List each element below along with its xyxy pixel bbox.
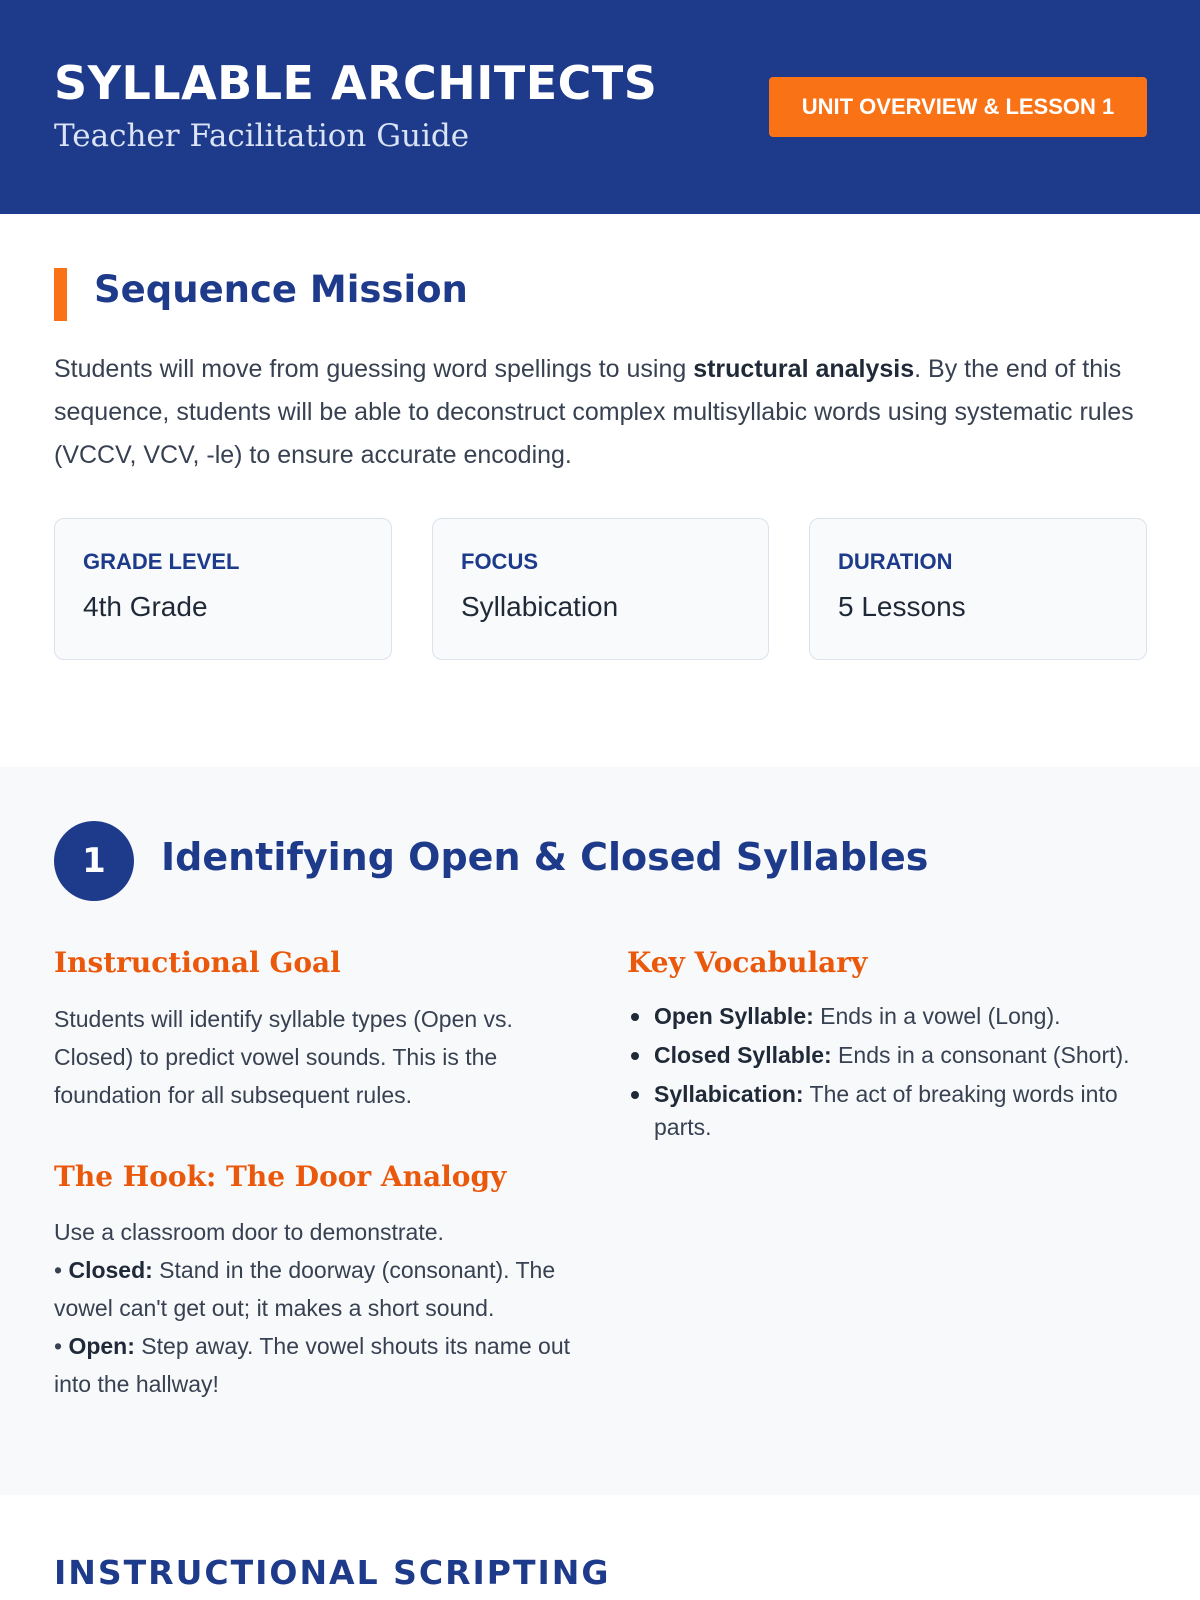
hook-intro: Use a classroom door to demonstrate. xyxy=(54,1219,444,1245)
lesson-title: Identifying Open & Closed Syllables xyxy=(161,835,929,879)
mission-heading: Sequence Mission xyxy=(94,268,468,311)
mission-text-part: Students will move from guessing word spellings to using xyxy=(54,355,694,383)
page-header xyxy=(0,0,1200,214)
card-value: 5 Lessons xyxy=(838,591,966,622)
card-label: FOCUS xyxy=(461,549,538,574)
card-value: 4th Grade xyxy=(83,591,208,622)
goal-heading: Instructional Goal xyxy=(54,946,341,979)
hook-open: • Open: Step away. The vowel shouts its name out into the hallway! xyxy=(54,1333,571,1397)
mission-text-emphasis: structural analysis xyxy=(693,355,915,383)
vocab-term: Syllabication: xyxy=(654,1081,804,1107)
goal-text: Students will identify syllable types (Open vs. Closed) to predict vowel sounds. This is the foundation for all subsequent rules. xyxy=(54,1006,513,1108)
info-card-focus xyxy=(432,518,769,660)
card-value: Syllabication xyxy=(461,591,619,622)
hook-closed-label: Closed: xyxy=(68,1257,153,1283)
vocab-heading: Key Vocabulary xyxy=(627,946,868,979)
vocab-item xyxy=(627,1000,1147,1033)
hook-closed: • Closed: Stand in the doorway (consonant). The vowel can't get out; it makes a short sound. xyxy=(54,1257,556,1321)
hook-open-text: Step away. The vowel shouts its name out into the hallway! xyxy=(54,1333,571,1397)
hook-open-label: Open: xyxy=(68,1333,135,1359)
mission-text-part: . By the end of this sequence, students will be able to deconstruct complex multisyllabic words using systematic rules (VCCV, VCV, -le) to ensure accurate encoding. xyxy=(54,355,1134,469)
document-subtitle: Teacher Facilitation Guide xyxy=(54,118,470,154)
info-card-grade xyxy=(54,518,392,660)
vocab-definition: The act of breaking words into parts. xyxy=(654,1081,1118,1140)
vocab-definition: Ends in a consonant (Short). xyxy=(831,1042,1130,1068)
vocab-definition: Ends in a vowel (Long). xyxy=(813,1003,1061,1029)
card-label: GRADE LEVEL xyxy=(83,549,240,574)
card-label: DURATION xyxy=(838,549,953,574)
vocab-item xyxy=(627,1039,1147,1072)
info-card-duration xyxy=(809,518,1147,660)
vocab-list xyxy=(627,1000,1147,1150)
vocab-item xyxy=(627,1078,1147,1144)
hook-text xyxy=(54,1213,584,1403)
section-accent-bar xyxy=(54,268,67,321)
vocab-term: Closed Syllable: xyxy=(654,1042,832,1068)
document-title: SYLLABLE ARCHITECTS xyxy=(54,56,658,110)
lesson-number-badge: 1 xyxy=(54,821,134,901)
hook-heading: The Hook: The Door Analogy xyxy=(54,1160,507,1193)
vocab-term: Open Syllable: xyxy=(654,1003,814,1029)
unit-badge: UNIT OVERVIEW & LESSON 1 xyxy=(769,77,1147,137)
scripting-heading: INSTRUCTIONAL SCRIPTING xyxy=(54,1553,611,1592)
hook-closed-text: Stand in the doorway (consonant). The vowel can't get out; it makes a short sound. xyxy=(54,1257,556,1321)
mission-text xyxy=(54,348,1154,477)
